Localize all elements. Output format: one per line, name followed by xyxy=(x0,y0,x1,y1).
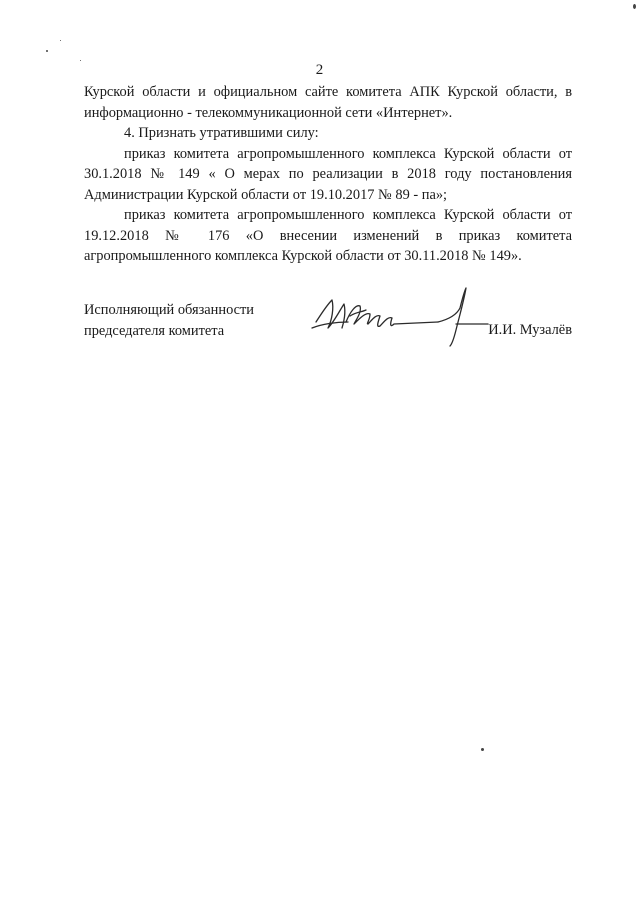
paragraph-item-4 xyxy=(84,123,572,144)
signature-block xyxy=(84,300,572,360)
paragraph-line: 19.12.2018 № 176 «О внесении изменений в приказ комитета xyxy=(84,227,572,244)
paragraph-line: Администрации Курской области от 19.10.2017 № 89 - па»; xyxy=(84,186,448,203)
paragraph-order-149 xyxy=(84,144,572,206)
page-number: 2 xyxy=(315,62,324,78)
paragraph-line: информационно - телекоммуникационной сети «Интернет». xyxy=(84,104,453,121)
scan-speck xyxy=(633,4,636,9)
paragraph-line: агропромышленного комплекса Курской области от 30.11.2018 № 149». xyxy=(84,248,522,264)
paragraph-line: приказ комитета агропромышленного комплекса Курской области от xyxy=(124,207,572,223)
scan-speck xyxy=(46,50,48,52)
handwritten-signature xyxy=(310,282,490,350)
signer-position-line: председателя комитета xyxy=(84,322,225,339)
scan-speck xyxy=(481,748,484,751)
document-body xyxy=(84,82,572,267)
signer-name: И.И. Музалёв xyxy=(488,322,572,338)
signer-position-line: Исполняющий обязанности xyxy=(84,302,255,318)
paragraph-order-176 xyxy=(84,205,572,267)
signer-position xyxy=(84,300,304,341)
paragraph-publication xyxy=(84,82,572,123)
paragraph-line: 4. Признать утратившими силу: xyxy=(124,125,319,141)
paragraph-line: 30.1.2018 № 149 « О мерах по реализации в 2018 году постановления xyxy=(84,166,572,182)
paragraph-line: Курской области и официальном сайте комитета АПК Курской области, в xyxy=(84,84,572,100)
scan-speck xyxy=(80,60,81,61)
scan-speck xyxy=(60,40,61,41)
paragraph-line: приказ комитета агропромышленного комплекса Курской области от xyxy=(124,145,572,162)
